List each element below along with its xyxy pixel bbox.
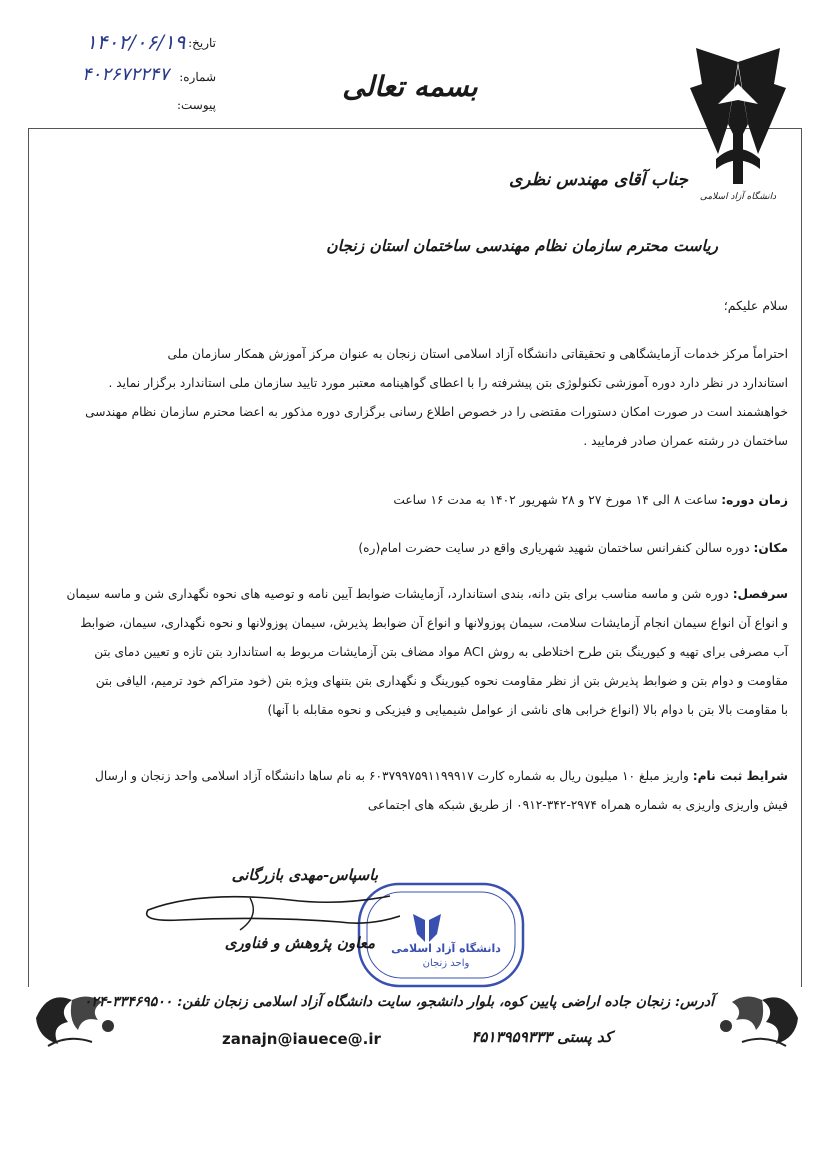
course-place [40,534,788,563]
logo-emblem-icon [688,44,788,194]
intro-line: ساختمان در رشته عمران صادر فرمایید . [583,434,788,448]
intro-line: خواهشمند است در صورت امکان دستورات مقتضی را در خصوص اطلاع رسانی برگزاری دوره مذکور به اعضا محترم سازمان نظام مهندسی [85,405,788,419]
intro-paragraph [40,340,788,456]
stamp-text2: واحد زنجان [422,958,470,969]
signature-line1: باسپاس-مهدی بازرگانی [231,866,378,884]
time-label: زمان دوره: [721,493,788,507]
registration-line: واریز مبلغ ۱۰ میلیون ریال به شماره کارت ۶۰۳۷۹۹۷۵۹۱۱۹۹۹۱۷ به نام ساها دانشگاه آزاد اسلامی واحد زنجان و ارسال [95,769,693,783]
footer-postal: کد پستی ۴۵۱۳۹۵۹۳۳۳ [471,1028,612,1046]
date-value: ۱۴۰۲/۰۶/۱۹ [86,30,186,54]
syllabus [40,580,788,725]
number-label: شماره: [179,70,216,84]
syllabus-label: سرفصل: [732,587,788,601]
syllabus-line: با مقاومت بالا بتن با دوام بالا (انواع خرابی های ناشی از عوامل شیمیایی و فیزیکی و نحوه مقابله با آنها) [267,703,788,717]
place-value: دوره سالن کنفرانس ساختمان شهید شهریاری واقع در سایت حضرت امام(ره) [358,541,754,555]
syllabus-line: مقاومت و دوام بتن و ضوابط پذیرش بتن از نظر مقاومت نحوه کیورینگ و نگهداری بتن بتنهای ویژه بتن (خود متراکم خود ترمیم، الیافی بتن [95,674,788,688]
stamp-text1: دانشگاه آزاد اسلامی [391,942,501,955]
recipient-line1: جناب آقای مهندس نظری [508,170,688,190]
university-logo [688,44,788,224]
syllabus-line: آب مصرفی برای تهیه و کیورینگ بتن طرح اختلاطی به روش ACI مواد مضاف بتن آزمایشات مربوط به استاندارد بتن تازه و تعیین دمای بتن [94,645,788,659]
intro-line: استاندارد در نظر دارد دوره آموزشی تکنولوژی بتن پیشرفته را با اعطای گواهینامه معتبر مورد تایید سازمان ملی استاندارد برگزار نماید . [108,376,788,390]
date-label: تاریخ: [188,36,216,50]
footer-address: آدرس: زنجان جاده اراضی پایین کوه، بلوار دانشجو، سایت دانشگاه آزاد اسلامی زنجان تلفن: ۳۳۴۶۹۵۰۰-۰۲۴ [83,994,714,1010]
basmala-text: بسمه تعالی [342,70,478,103]
registration-label: شرایط ثبت نام: [692,769,788,783]
greeting: سلام علیکم؛ [723,298,788,313]
signature-line2: معاون پژوهش و فناوری [224,934,375,952]
intro-line: احتراماً مرکز خدمات آزمایشگاهی و تحقیقاتی دانشگاه آزاد اسلامی استان زنجان به عنوان مرکز آموزش همکار سازمان ملی [167,347,788,361]
meta-block [82,30,216,116]
number-value: ۴۰۲۶۷۲۲۴۷ [82,64,170,85]
place-label: مکان: [753,541,788,555]
course-time [40,486,788,515]
syllabus-line: و انواع آن انواع سیمان انجام آزمایشات سلامت، سیمان پوزولانها و انواع آن ضوابط پذیرش، سیمان پوزولانها و نحوه نگهداری، سیمان، ضوابط [80,616,788,630]
footer-email[interactable]: zanajn@iauece@.ir [222,1030,381,1048]
basmala [330,70,490,103]
ornament-right-icon [716,986,806,1050]
syllabus-line: دوره شن و ماسه مناسب برای بتن دانه، بندی استاندارد، آزمایشات ضوابط آیین نامه و توصیه های نحوه نگهداری شن و ماسه سیمان [66,587,733,601]
recipient-line2: ریاست محترم سازمان نظام مهندسی ساختمان استان زنجان [326,236,718,255]
registration [40,762,788,820]
logo-caption: دانشگاه آزاد اسلامی [699,192,777,202]
attachment-label: پیوست: [176,98,216,112]
time-value: ساعت ۸ الی ۱۴ مورخ ۲۷ و ۲۸ شهریور ۱۴۰۲ به مدت ۱۶ ساعت [393,493,722,507]
registration-line: فیش واریزی واریزی به شماره همراه ۲۹۷۴-۳۴۲-۰۹۱۲ از طریق شبکه های اجتماعی [367,798,788,812]
